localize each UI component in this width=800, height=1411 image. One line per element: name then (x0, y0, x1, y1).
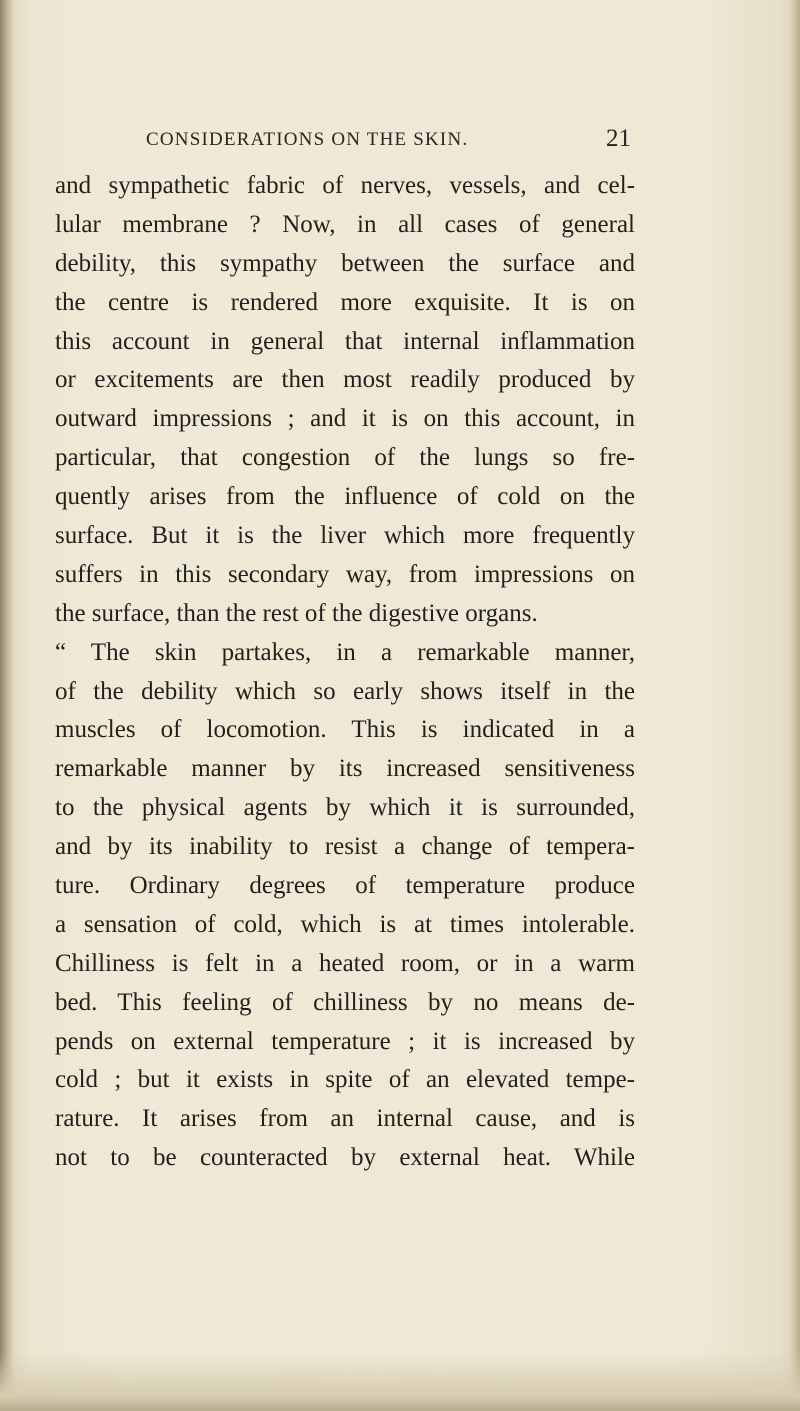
text-line: and sympathetic fabric of nerves, vessels, and cel- (55, 172, 635, 199)
text-line: remarkable manner by its increased sensitiveness (55, 755, 635, 783)
text-line: and by its inability to resist a change of tempera- (55, 833, 635, 861)
text-line: the centre is rendered more exquisite. It is on (55, 288, 635, 316)
running-title: CONSIDERATIONS ON THE SKIN. (146, 129, 469, 150)
text-line: a sensation of cold, which is at times intolerable. (55, 910, 635, 938)
text-line: “ The skin partakes, in a remarkable manner, (55, 638, 635, 666)
page-right-edge (790, 0, 800, 1411)
text-line: bed. This feeling of chilliness by no means de- (55, 988, 635, 1016)
text-line: Chilliness is felt in a heated room, or in a warm (55, 949, 635, 977)
text-line: debility, this sympathy between the surface and (55, 249, 635, 277)
page-bottom-edge (0, 1351, 800, 1411)
text-line: ture. Ordinary degrees of temperature produce (55, 872, 635, 900)
page-number: 21 (606, 125, 631, 152)
text-line: cold ; but it exists in spite of an elevated tempe- (55, 1066, 635, 1094)
text-line: outward impressions ; and it is on this account, in (55, 405, 635, 433)
text-line: muscles of locomotion. This is indicated in a (55, 716, 635, 744)
text-line: of the debility which so early shows itself in the (55, 677, 635, 705)
text-line: or excitements are then most readily produced by (55, 366, 635, 394)
text-line: surface. But it is the liver which more frequently (55, 522, 635, 550)
text-line: the surface, than the rest of the digestive organs. (55, 599, 538, 627)
body-text (55, 167, 635, 1178)
text-line: this account in general that internal inflammation (55, 327, 635, 355)
text-line: lular membrane ? Now, in all cases of general (55, 210, 635, 238)
text-line: quently arises from the influence of cold on the (55, 483, 635, 511)
text-line: rature. It arises from an internal cause, and is (55, 1105, 635, 1133)
spine-shadow (0, 0, 14, 1411)
text-line: particular, that congestion of the lungs so fre- (55, 444, 635, 472)
text-line: suffers in this secondary way, from impressions on (55, 560, 635, 588)
text-line: not to be counteracted by external heat. While (55, 1144, 635, 1172)
running-head (146, 125, 631, 159)
text-line: pends on external temperature ; it is increased by (55, 1027, 635, 1055)
text-line: to the physical agents by which it is surrounded, (55, 794, 635, 822)
